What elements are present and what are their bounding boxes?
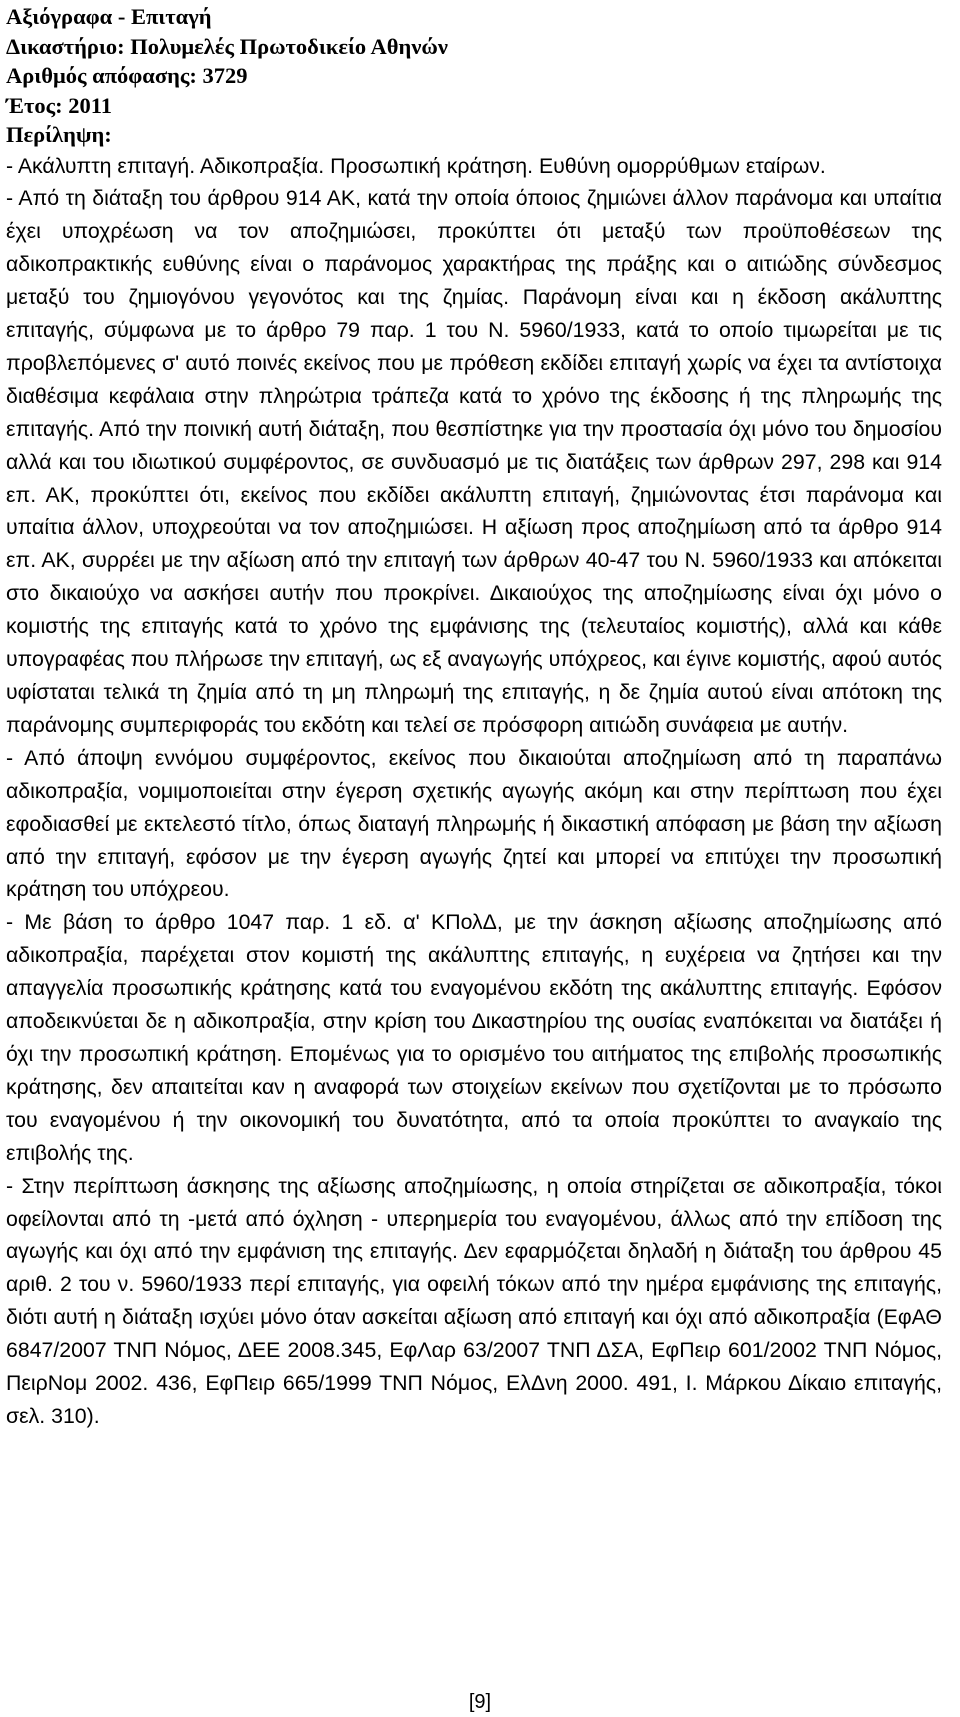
decision-number: Αριθμός απόφασης: 3729 xyxy=(6,63,248,88)
summary-paragraph-interest: - Στην περίπτωση άσκησης της αξίωσης αποζημίωσης, η οποία στηρίζεται σε αδικοπραξία, τόκοι οφείλονται από τη -μετά από όχληση - υπερημερία του εναγομένου, άλλως από την επίδοση της αγωγής και όχι από την εμφάνιση της επιταγής. Δεν εφαρμόζεται δηλαδή η διάταξη του άρθρου 45 αριθ. 2 του ν. 5960/1933 περί επιταγής, για οφειλή τόκων από την ημέρα εμφάνισης της επιταγής, διότι αυτή η διάταξη ισχύει μόνο όταν ασκείται αξίωση από επιταγή και όχι από αδικοπραξία (ΕφΑΘ 6847/2007 ΤΝΠ Νόμος, ΔΕΕ 2008.345, ΕφΛαρ 63/2007 ΤΝΠ ΔΣΑ, ΕφΠειρ 601/2002 ΤΝΠ Νόμος, ΠειρΝομ 2002. 436, ΕφΠειρ 665/1999 ΤΝΠ Νόμος, ΕλΔνη 2000. 491, Ι. Μάρκου Δίκαιο επιταγής, σελ. 310). xyxy=(6,1173,942,1428)
summary-paragraph-keywords: - Ακάλυπτη επιταγή. Αδικοπραξία. Προσωπική κράτηση. Ευθύνη ομορρύθμων εταίρων. xyxy=(6,153,826,178)
page-number: [9] xyxy=(468,1691,492,1713)
document-category: Αξιόγραφα - Επιταγή xyxy=(6,4,212,29)
summary-body xyxy=(6,150,942,1433)
court-name: Δικαστήριο: Πολυμελές Πρωτοδικείο Αθηνών xyxy=(6,33,448,59)
summary-paragraph-personal-detention: - Με βάση το άρθρο 1047 παρ. 1 εδ. α' ΚΠολΔ, με την άσκηση αξίωσης αποζημίωσης από αδικοπραξία, παρέχεται στον κομιστή της ακάλυπτης επιταγής, η ευχέρεια να ζητήσει και την απαγγελία προσωπικής κράτησης κατά του εναγομένου εκδότη της ακάλυπτης επιταγής. Εφόσον αποδεικνύεται δε η αδικοπραξία, στην κρίση του Δικαστηρίου της ουσίας εναπόκειται να διατάξει ή όχι την προσωπική κράτηση. Επομένως για το ορισμένο του αιτήματος της επιβολής προσωπικής κράτησης, δεν απαιτείται καν η αναφορά των στοιχείων εκείνων που σχετίζονται με το πρόσωπο του εναγομένου ή την οικονομική του δυνατότητα, από τα οποία προκύπτει το αναγκαίο της επιβολής της. xyxy=(6,910,942,1165)
summary-paragraph-liability: - Από τη διάταξη του άρθρου 914 ΑΚ, κατά την οποία όποιος ζημιώνει άλλον παράνομα και υπαίτια έχει υποχρέωση να τον αποζημιώσει, προκύπτει ότι μεταξύ των προϋποθέσεων της αδικοπρακτικής ευθύνης είναι ο παράνομος χαρακτήρας της πράξης και ο αιτιώδης σύνδεσμος μεταξύ του ζημιογόνου γεγονότος και της ζημίας. Παράνομη είναι και η έκδοση ακάλυπτης επιταγής, σύμφωνα με το άρθρο 79 παρ. 1 του Ν. 5960/1933, κατά το οποίο τιμωρείται με τις προβλεπόμενες σ' αυτό ποινές εκείνος που με πρόθεση εκδίδει επιταγή χωρίς να έχει τα αντίστοιχα διαθέσιμα κεφάλαια στην πληρώτρια τράπεζα κατά το χρόνο της έκδοσης ή της πληρωμής της επιταγής. Από την ποινική αυτή διάταξη, που θεσπίστηκε για την προστασία όχι μόνο του δημοσίου αλλά και του ιδιωτικού συμφέροντος, σε συνδυασμό με τις διατάξεις των άρθρων 297, 298 και 914 επ. ΑΚ, προκύπτει ότι, εκείνος που εκδίδει ακάλυπτη επιταγή, ζημιώνοντας έτσι παράνομα και υπαίτια άλλον, υποχρεούται να τον αποζημιώσει. Η αξίωση προς αποζημίωση από τα άρθρο 914 επ. ΑΚ, συρρέει με την αξίωση από την επιταγή των άρθρων 40-47 του Ν. 5960/1933 και απόκειται στο δικαιούχο να ασκήσει αυτήν που προκρίνει. Δικαιούχος της αποζημίωσης είναι όχι μόνο ο κομιστής της επιταγής κατά το χρόνο της εμφάνισης της (τελευταίος κομιστής), αλλά και κάθε υπογραφέας που πλήρωσε την επιταγή, ως εξ αναγωγής υπόχρεος, και έγινε κομιστής, αφού αυτός υφίσταται τελικά τη ζημία από τη μη πληρωμή της επιταγής, η δε ζημία αυτού είναι απότοκη της παράνομης συμπεριφοράς του εκδότη και τελεί σε πρόσφορη αιτιώδη συνάφεια με αυτήν. xyxy=(6,186,942,737)
summary-heading: Περίληψη: xyxy=(6,122,112,147)
document-page xyxy=(6,0,942,1433)
summary-paragraph-legal-interest: - Από άποψη εννόμου συμφέροντος, εκείνος που δικαιούται αποζημίωση από τη παραπάνω αδικοπραξία, νομιμοποιείται στην έγερση σχετικής αγωγής ακόμη και στην περίπτωση που έχει εφοδιασθεί με εκτελεστό τίτλο, όπως διαταγή πληρωμής ή δικαστική απόφαση με βάση την αξίωση από την επιταγή, εφόσον με την έγερση αγωγής ζητεί και μπορεί να επιτύχει την προσωπική κράτηση του υπόχρεου. xyxy=(6,745,942,902)
decision-year: Έτος: 2011 xyxy=(6,92,112,118)
